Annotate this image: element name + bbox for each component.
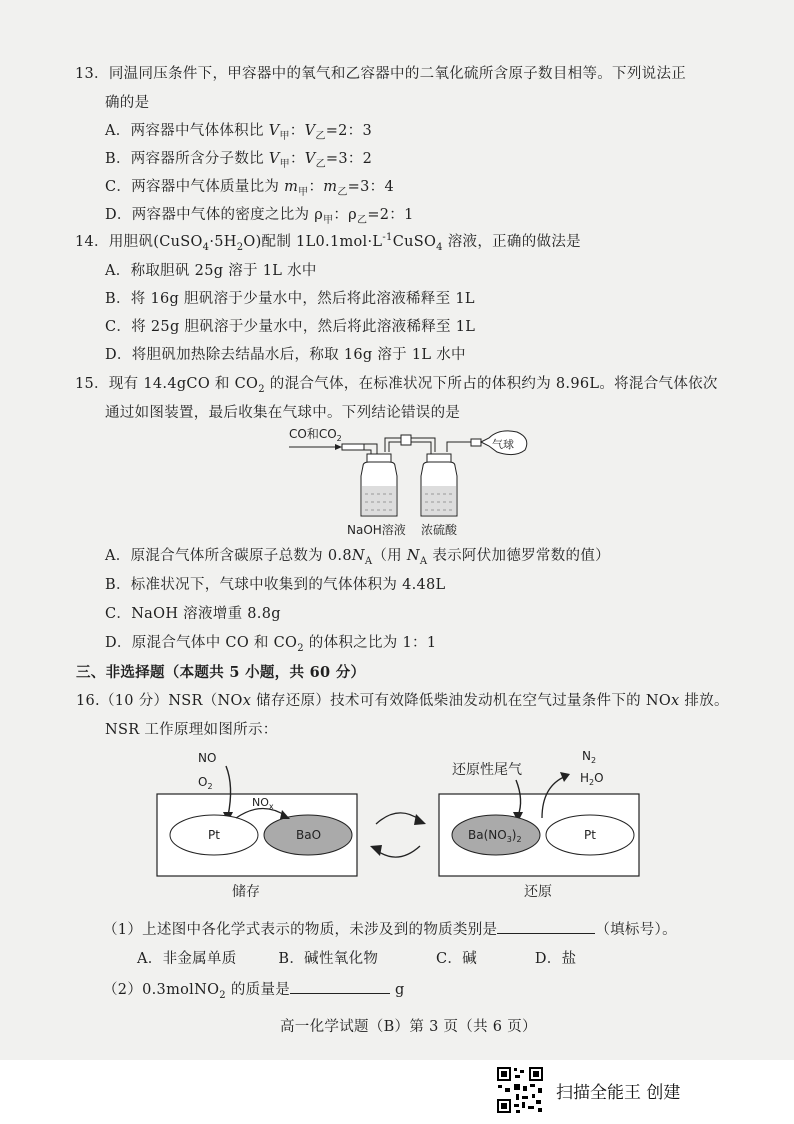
q15-inlet-label: CO和$CO_2$ <box>289 427 342 443</box>
o2-label: $O_2$ <box>198 775 213 791</box>
q14-option-c: C．将 25g 胆矾溶于少量水中，然后将此溶液稀释至 1L <box>105 319 476 335</box>
q16-sub1-option-b: B．碱性氧化物 <box>278 951 379 967</box>
q14-option-b: B．将 16g 胆矾溶于少量水中，然后将此溶液稀释至 1L <box>105 291 475 307</box>
q16-sub2: （2）0.3molNO$_2$ 的质量是 g <box>103 978 405 1001</box>
cycle-arrow-forward <box>376 813 420 824</box>
q13-option-d: D．两容器中气体的密度之比为 $\rho_甲$：$\rho_乙=2$：1 <box>105 207 414 226</box>
pt-label-reduction: Pt <box>584 828 596 842</box>
q14-option-a: A．称取胆矾 25g 溶于 1L 水中 <box>105 263 317 279</box>
q16-sub1-options <box>137 947 576 968</box>
outlet-joint <box>471 439 481 446</box>
q16-sub1: （1）上述图中各化学式表示的物质，未涉及到的物质类别是 （填标号）。 <box>103 918 677 939</box>
q15-option-a: A．原混合气体所含碳原子总数为 $0.8N_A$（用 $N_A$ 表示阿伏加德罗常数的值） <box>105 548 610 567</box>
q15-option-c: C．NaOH 溶液增重 8.8g <box>105 606 281 622</box>
q16-nsr-figure <box>150 746 650 906</box>
qr-code-icon <box>496 1066 544 1114</box>
q15-apparatus-figure <box>285 424 535 542</box>
q16-sub1-answer-blank[interactable] <box>497 919 595 934</box>
h2o-label: $H_2O$ <box>580 771 604 787</box>
q16-sub1-option-c: C．碱 <box>436 951 478 967</box>
bottle-naoh <box>361 454 397 516</box>
cycle-arrow-forward-head <box>414 814 426 825</box>
pt-label-storage: Pt <box>208 828 220 842</box>
scanner-app-label: 扫描全能王 创建 <box>556 1083 681 1103</box>
q13-stem-line2: 确的是 <box>105 95 150 111</box>
cycle-arrow-back-head <box>370 845 382 856</box>
page-footer: 高一化学试题（B）第 3 页（共 6 页） <box>280 1019 537 1035</box>
q14-stem: 14．用胆矾$(CuSO_4\cdot 5H_2O)$配制 $1L0.1mol\cdot L^{-1}CuSO_4$ 溶液，正确的做法是 <box>75 232 581 253</box>
no-label: NO <box>198 751 217 765</box>
q16-sub1-option-a: A．非金属单质 <box>137 951 237 967</box>
connector-joint <box>401 435 411 445</box>
n2-label: $N_2$ <box>582 749 597 765</box>
q15-stem-line2: 通过如图装置，最后收集在气球中。下列结论错误的是 <box>105 405 461 421</box>
bano3-label: $Ba(NO_3)_2$ <box>468 828 522 844</box>
q16-sub2-answer-blank[interactable] <box>290 979 390 994</box>
n2-h2o-arrow-head <box>560 772 570 782</box>
q15-option-b: B．标准状况下，气球中收集到的气体体积为 4.48L <box>105 577 446 593</box>
inlet-arrow-head <box>335 444 342 450</box>
q15-balloon-label: 气球 <box>492 438 514 451</box>
q13-option-b: B．两容器所含分子数比 $V_甲$：$V_乙=3$：2 <box>105 151 373 170</box>
q15-stem-line1: 15．现有 14.4gCO 和 $CO_2$ 的混合气体，在标准状况下所占的体积约为 8.96L。将混合气体依次 <box>75 376 718 395</box>
store-label: 储存 <box>232 884 260 900</box>
q15-bottle2-label: 浓硫酸 <box>421 523 458 537</box>
reducing-gas-label: 还原性尾气 <box>452 762 522 778</box>
q16-stem-line2: NSR 工作原理如图所示： <box>105 722 278 738</box>
cycle-arrow-back <box>376 846 420 857</box>
reduce-label: 还原 <box>524 884 552 900</box>
q13-option-a: A．两容器中气体体积比 $V_甲$：$V_乙=2$：3 <box>105 123 372 142</box>
nox-label: $NO_x$ <box>252 796 274 811</box>
inlet-tube <box>342 444 364 450</box>
q16-sub1-option-d: D．盐 <box>534 951 577 967</box>
section3-title: 三、非选择题（本题共 5 小题，共 60 分） <box>76 664 366 681</box>
q15-bottle1-label: NaOH溶液 <box>347 523 406 537</box>
outlet-tube <box>447 442 473 452</box>
bottle-sulfuric-acid <box>421 454 457 516</box>
bao-label: BaO <box>296 828 322 842</box>
q15-option-d: D．原混合气体中 CO 和 $CO_2$ 的体积之比为 1：1 <box>105 635 437 654</box>
q13-option-c: C．两容器中气体质量比为 $m_甲$：$m_乙=3$：4 <box>105 179 394 198</box>
q13-stem-line1: 13．同温同压条件下，甲容器中的氧气和乙容器中的二氧化硫所含原子数目相等。下列说法正 <box>75 66 687 82</box>
q14-option-d: D．将胆矾加热除去结晶水后，称取 16g 溶于 1L 水中 <box>105 347 466 363</box>
q16-stem-line1: 16.（10 分）NSR（NOx 储存还原）技术可有效降低柴油发动机在空气过量条件下的 NOx 排放。 <box>76 693 729 709</box>
